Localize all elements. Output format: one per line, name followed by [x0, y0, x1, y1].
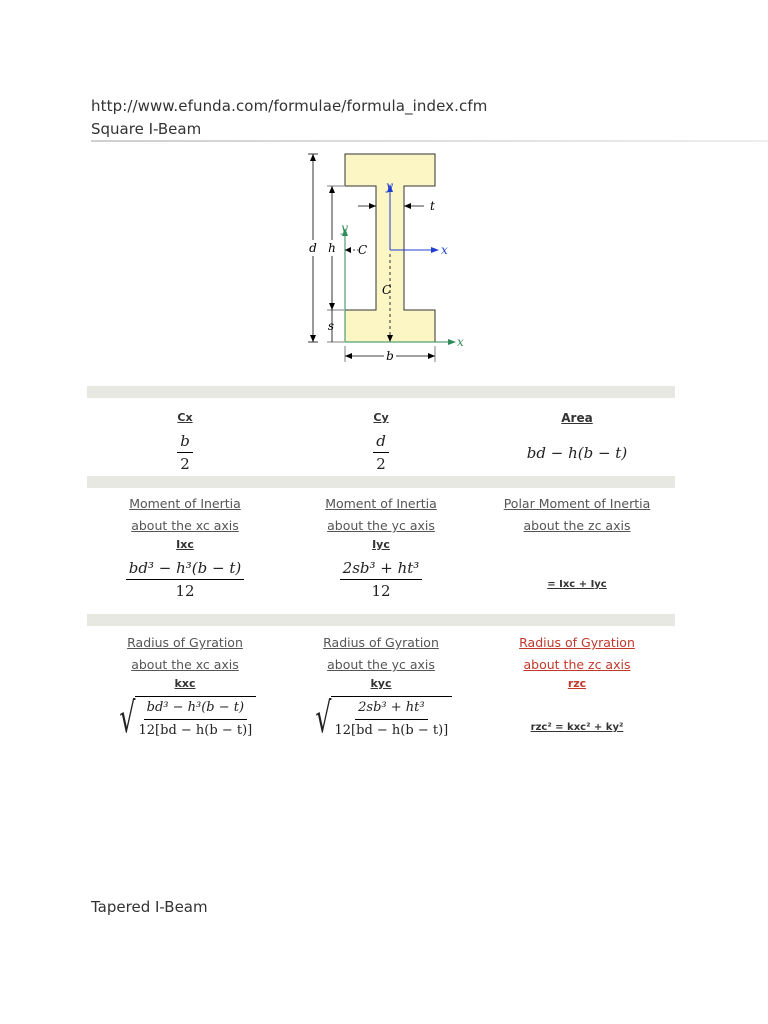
cell-ixc	[87, 493, 283, 600]
cx-label[interactable]: Cx	[177, 411, 193, 424]
cell-rzc	[479, 632, 675, 733]
iyc-symbol[interactable]: Iyc	[372, 538, 390, 551]
label-xc: x	[441, 243, 448, 257]
cell-kyc	[283, 632, 479, 740]
kyc-symbol[interactable]: kyc	[370, 677, 392, 690]
label-b: b	[386, 349, 394, 363]
kxc-formula	[114, 693, 256, 742]
i-beam-diagram	[300, 148, 470, 370]
sqrt-icon: √	[315, 693, 332, 742]
label-yc: y	[386, 179, 393, 193]
kyc-numerator: 2sb³ + ht³	[355, 699, 427, 720]
kxc-title-line1[interactable]: Radius of Gyration	[127, 635, 243, 650]
cy-label[interactable]: Cy	[373, 411, 389, 424]
rzc-symbol[interactable]: rzc	[567, 677, 587, 690]
label-d: d	[309, 241, 317, 255]
polar-title-line2[interactable]: about the zc axis	[523, 518, 631, 533]
kyc-title-line1[interactable]: Radius of Gyration	[323, 635, 439, 650]
iyc-numerator: 2sb³ + ht³	[340, 559, 423, 580]
cell-cx	[87, 410, 283, 473]
title-divider	[91, 140, 768, 142]
cx-formula	[177, 432, 193, 473]
area-label[interactable]: Area	[561, 411, 593, 425]
cy-formula	[373, 432, 389, 473]
cy-numerator: d	[373, 432, 389, 453]
label-cy: C	[382, 283, 392, 297]
ixc-title-line1[interactable]: Moment of Inertia	[129, 496, 241, 511]
cy-denominator: 2	[376, 455, 386, 473]
area-formula: bd − h(b − t)	[526, 444, 628, 462]
label-t: t	[430, 199, 435, 213]
kyc-denominator: 12[bd − h(b − t)]	[334, 723, 449, 738]
label-s: s	[327, 319, 335, 333]
iyc-formula	[340, 559, 423, 600]
label-cx: C	[358, 243, 368, 257]
section-title: Square I-Beam	[91, 120, 202, 138]
source-url[interactable]: http://www.efunda.com/formulae/formula_index.cfm	[91, 97, 488, 115]
table-band-3	[87, 614, 675, 626]
cell-kxc	[87, 632, 283, 740]
kyc-formula	[310, 693, 452, 742]
ixc-formula	[126, 559, 244, 600]
table-band-1	[87, 386, 675, 398]
label-h: h	[328, 241, 336, 255]
rzc-title-line2[interactable]: about the zc axis	[523, 657, 631, 672]
polar-equation[interactable]: = Ixc + Iyc	[547, 579, 607, 590]
rzc-title-line1[interactable]: Radius of Gyration	[519, 635, 635, 650]
cell-cy	[283, 410, 479, 473]
ixc-numerator: bd³ − h³(b − t)	[126, 559, 244, 580]
kxc-numerator: bd³ − h³(b − t)	[144, 699, 247, 720]
iyc-title-line2[interactable]: about the yc axis	[327, 518, 435, 533]
cx-denominator: 2	[180, 455, 190, 473]
ixc-symbol[interactable]: Ixc	[176, 538, 194, 551]
kxc-denominator: 12[bd − h(b − t)]	[138, 723, 253, 738]
label-x: x	[457, 335, 464, 349]
next-section-title: Tapered I-Beam	[91, 898, 208, 916]
polar-title-line1[interactable]: Polar Moment of Inertia	[503, 496, 651, 511]
kyc-title-line2[interactable]: about the yc axis	[327, 657, 435, 672]
rzc-equation[interactable]: rzc² = kxc² + ky²	[530, 722, 624, 733]
cell-area	[479, 410, 675, 462]
cx-numerator: b	[177, 432, 193, 453]
cell-iyc	[283, 493, 479, 600]
kxc-title-line2[interactable]: about the xc axis	[131, 657, 239, 672]
iyc-title-line1[interactable]: Moment of Inertia	[325, 496, 437, 511]
ixc-title-line2[interactable]: about the xc axis	[131, 518, 239, 533]
kxc-symbol[interactable]: kxc	[174, 677, 196, 690]
sqrt-icon: √	[119, 693, 136, 742]
table-band-2	[87, 476, 675, 488]
cell-polar	[479, 493, 675, 590]
iyc-denominator: 12	[371, 582, 391, 600]
label-y: y	[341, 221, 348, 235]
ixc-denominator: 12	[175, 582, 195, 600]
